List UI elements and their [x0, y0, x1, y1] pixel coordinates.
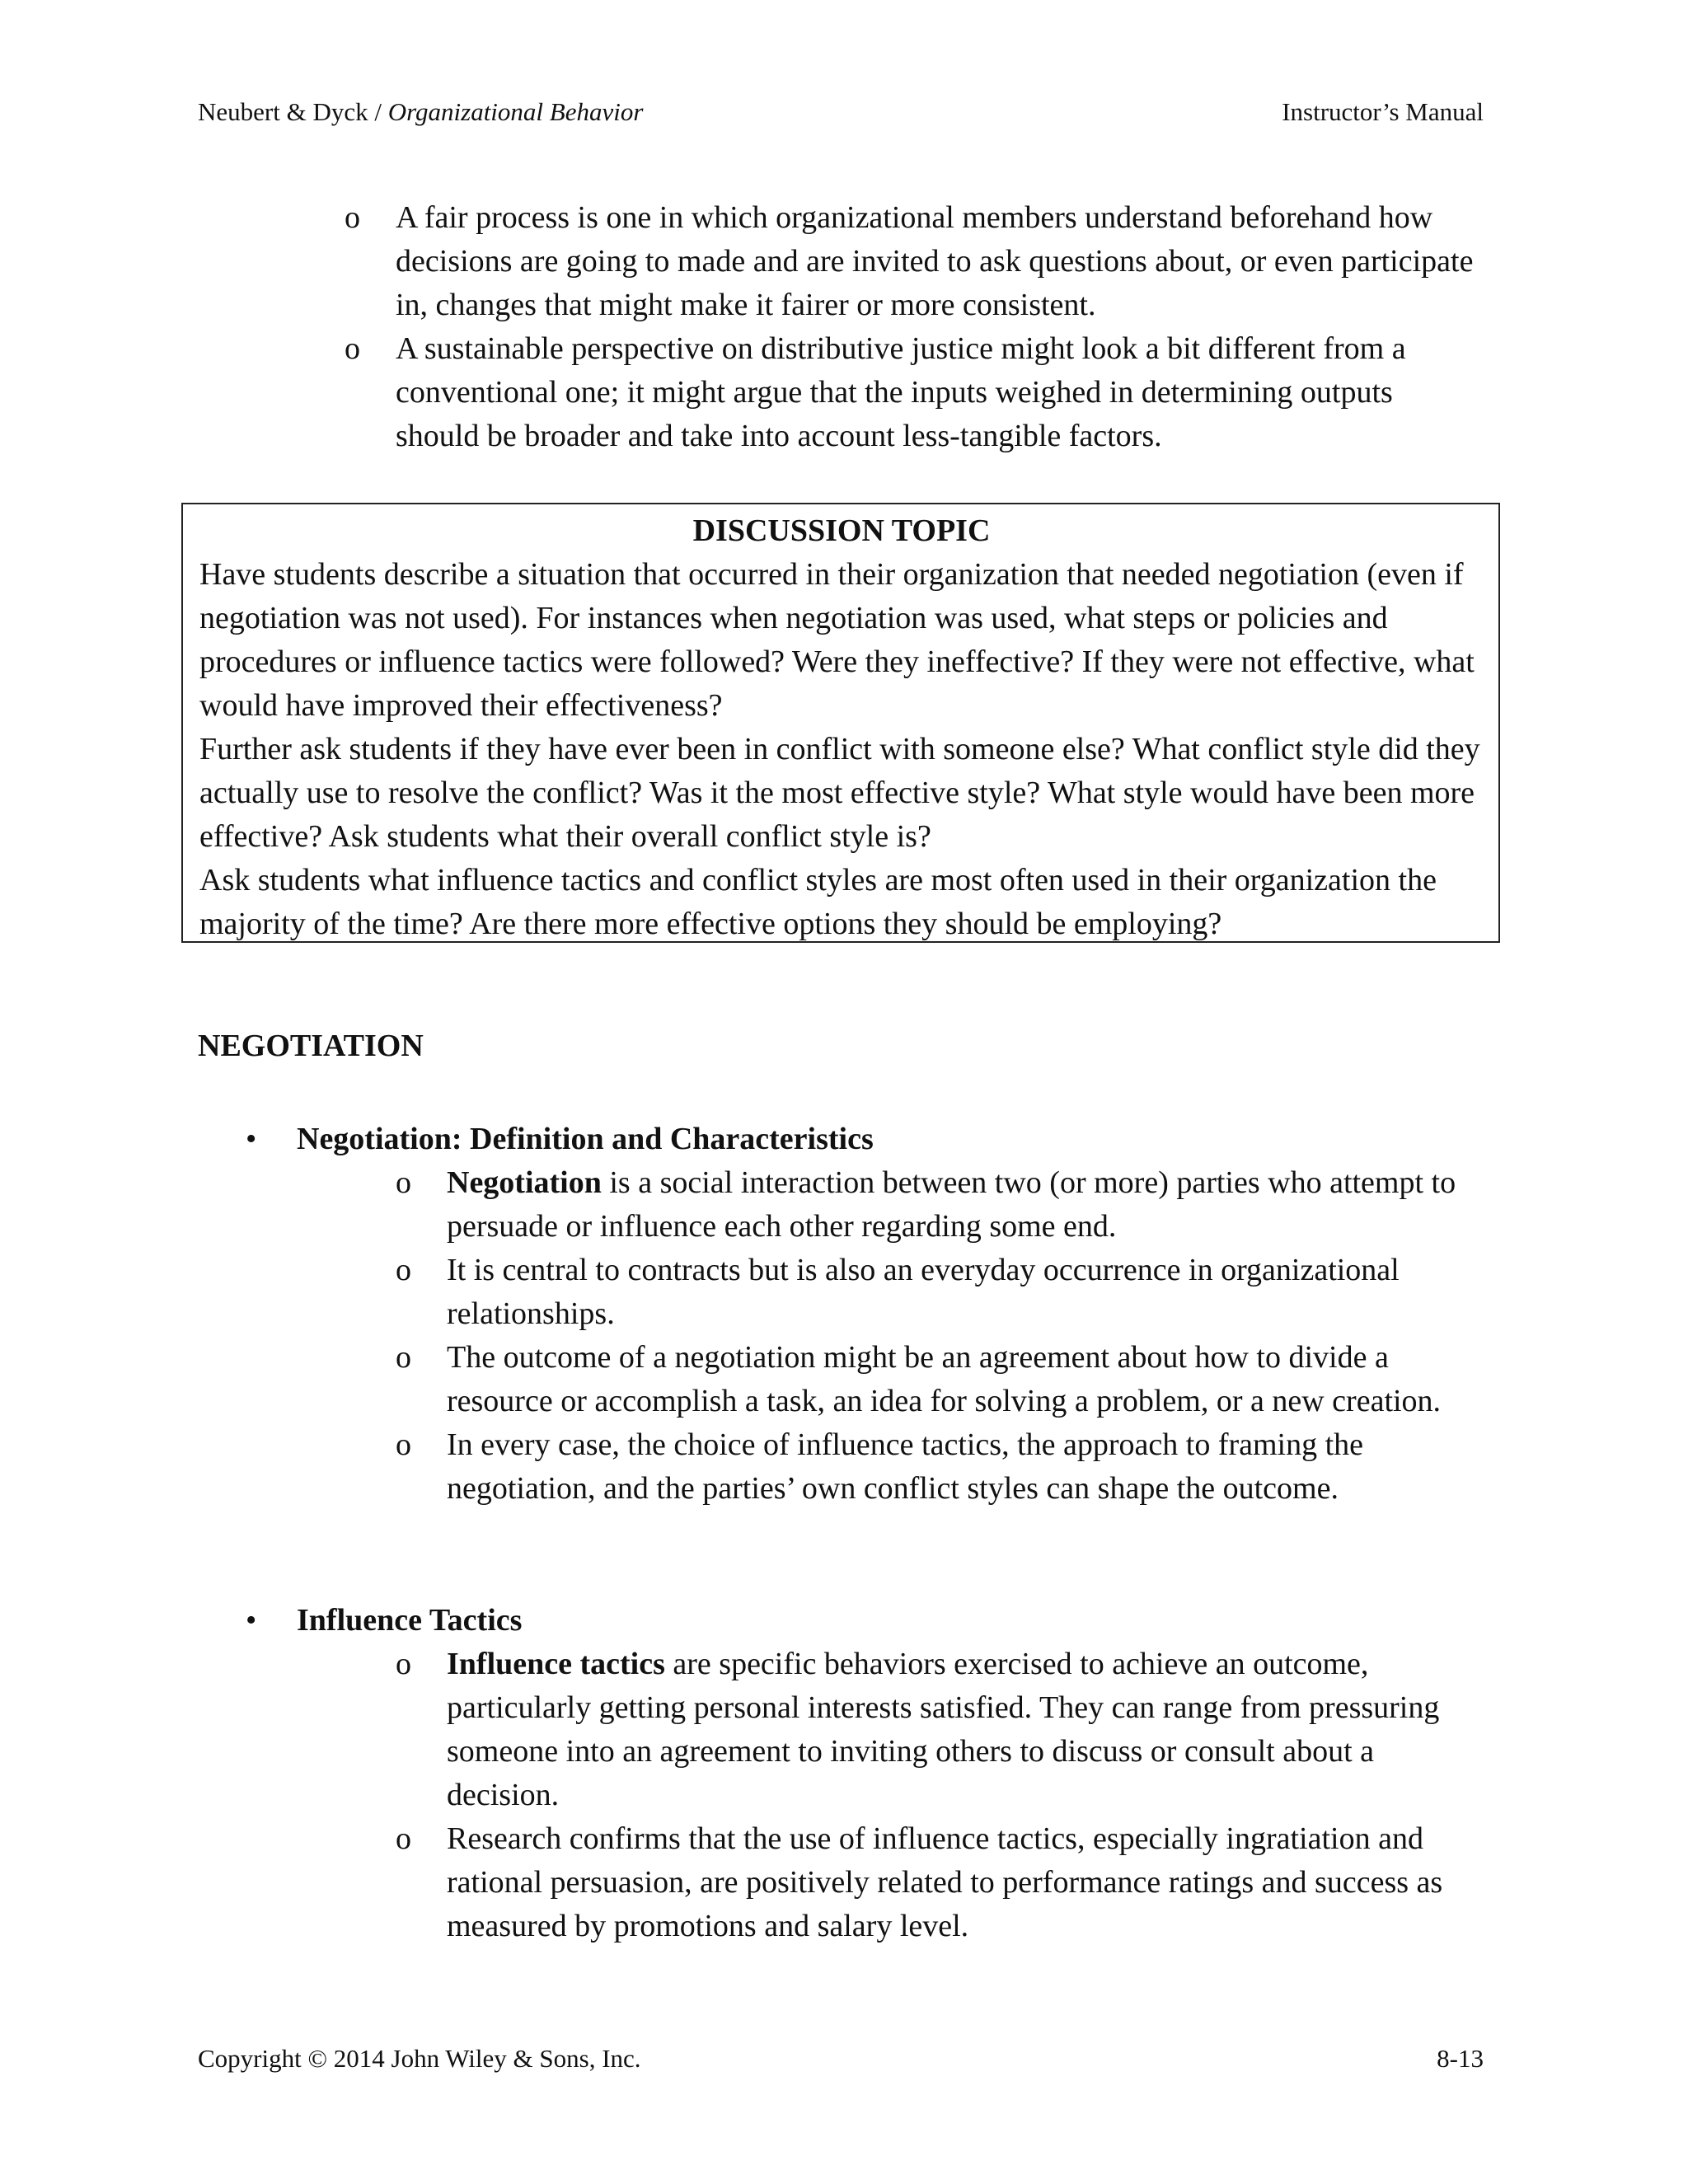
header-authors: Neubert & Dyck /: [198, 97, 388, 126]
intro-bullet-list: [345, 196, 1475, 458]
hollow-bullet-icon: o: [396, 1821, 411, 1856]
list-item-text: It is central to contracts but is also an everyday occurrence in organizational relationships.: [447, 1253, 1400, 1331]
list-item: [396, 1249, 1479, 1336]
sub-bullet-list: [396, 1161, 1479, 1511]
header-manual-label: Instructor’s Manual: [1282, 97, 1484, 126]
list-item: [396, 1643, 1479, 1817]
hollow-bullet-icon: o: [345, 200, 360, 235]
header-book-info: [198, 97, 643, 127]
page-header: [198, 97, 1484, 137]
page-number: 8-13: [1437, 2044, 1484, 2073]
key-term: Negotiation: [447, 1165, 602, 1200]
list-item-text: are specific behaviors exercised to achieve an outcome, particularly getting personal interests satisfied. They can range from pressuring someone into an agreement to inviting others to discuss or consult about a decision.: [447, 1647, 1440, 1812]
list-item: [396, 1336, 1479, 1423]
list-item-text: The outcome of a negotiation might be an agreement about how to divide a resource or accomplish a task, an idea for solving a problem, or a new creation.: [447, 1340, 1442, 1418]
hollow-bullet-icon: o: [396, 1427, 411, 1462]
hollow-bullet-icon: o: [396, 1647, 411, 1681]
topic-title-text: Influence Tactics: [297, 1603, 523, 1638]
sub-bullet-list: [396, 1643, 1479, 1948]
topic-title-text: Negotiation: Definition and Characteristics: [297, 1122, 874, 1156]
list-item-text: In every case, the choice of influence tactics, the approach to framing the negotiation, and the parties’ own conflict styles can shape the outcome.: [447, 1427, 1364, 1506]
discussion-topic-title: DISCUSSION TOPIC: [692, 513, 991, 548]
list-item: [345, 327, 1475, 458]
list-item: [396, 1161, 1479, 1249]
page-footer: [198, 2044, 1484, 2083]
key-term: Influence tactics: [447, 1647, 665, 1681]
discussion-paragraph: Have students describe a situation that occurred in their organization that needed negotiation (even if negotiation was not used). For instances when negotiation was used, what steps or policies and procedures or influence tactics were followed? Were they ineffective? If they were not effective, what would have improved their effectiveness?: [199, 557, 1475, 723]
bullet-icon: •: [246, 1603, 257, 1638]
hollow-bullet-icon: o: [396, 1165, 411, 1200]
hollow-bullet-icon: o: [345, 331, 360, 366]
discussion-topic-box: [181, 503, 1500, 943]
list-item-text: Research confirms that the use of influence tactics, especially ingratiation and rational persuasion, are positively related to performance ratings and success as measured by promotions and salary level.: [447, 1821, 1443, 1943]
topic-title: [246, 1118, 1482, 1161]
footer-copyright: Copyright © 2014 John Wiley & Sons, Inc.: [198, 2044, 641, 2073]
header-book-title: Organizational Behavior: [387, 97, 644, 126]
topic-negotiation-definition: [246, 1118, 1482, 1511]
list-item: [396, 1423, 1479, 1511]
list-item: [345, 196, 1475, 327]
hollow-bullet-icon: o: [396, 1253, 411, 1287]
discussion-paragraph: Ask students what influence tactics and conflict styles are most often used in their organization the majority of the time? Are there more effective options they should be employing?: [199, 863, 1437, 941]
list-item: [396, 1817, 1479, 1948]
topic-influence-tactics: [246, 1599, 1482, 1948]
list-item-text: is a social interaction between two (or more) parties who attempt to persuade or influence each other regarding some end.: [447, 1165, 1456, 1244]
list-item-text: A fair process is one in which organizational members understand beforehand how decisions are going to made and are invited to ask questions about, or even participate in, changes that might make it fairer or more consistent.: [396, 200, 1474, 322]
hollow-bullet-icon: o: [396, 1340, 411, 1375]
section-heading: NEGOTIATION: [198, 1029, 424, 1063]
bullet-icon: •: [246, 1122, 257, 1156]
topic-title: [246, 1599, 1482, 1643]
discussion-paragraph: Further ask students if they have ever been in conflict with someone else? What conflict style did they actually use to resolve the conflict? Was it the most effective style? What style would have been more effective? Ask students what their overall conflict style is?: [199, 732, 1480, 854]
list-item-text: A sustainable perspective on distributive justice might look a bit different from a conventional one; it might argue that the inputs weighed in determining outputs should be broader and take into account less-tangible factors.: [396, 331, 1406, 453]
